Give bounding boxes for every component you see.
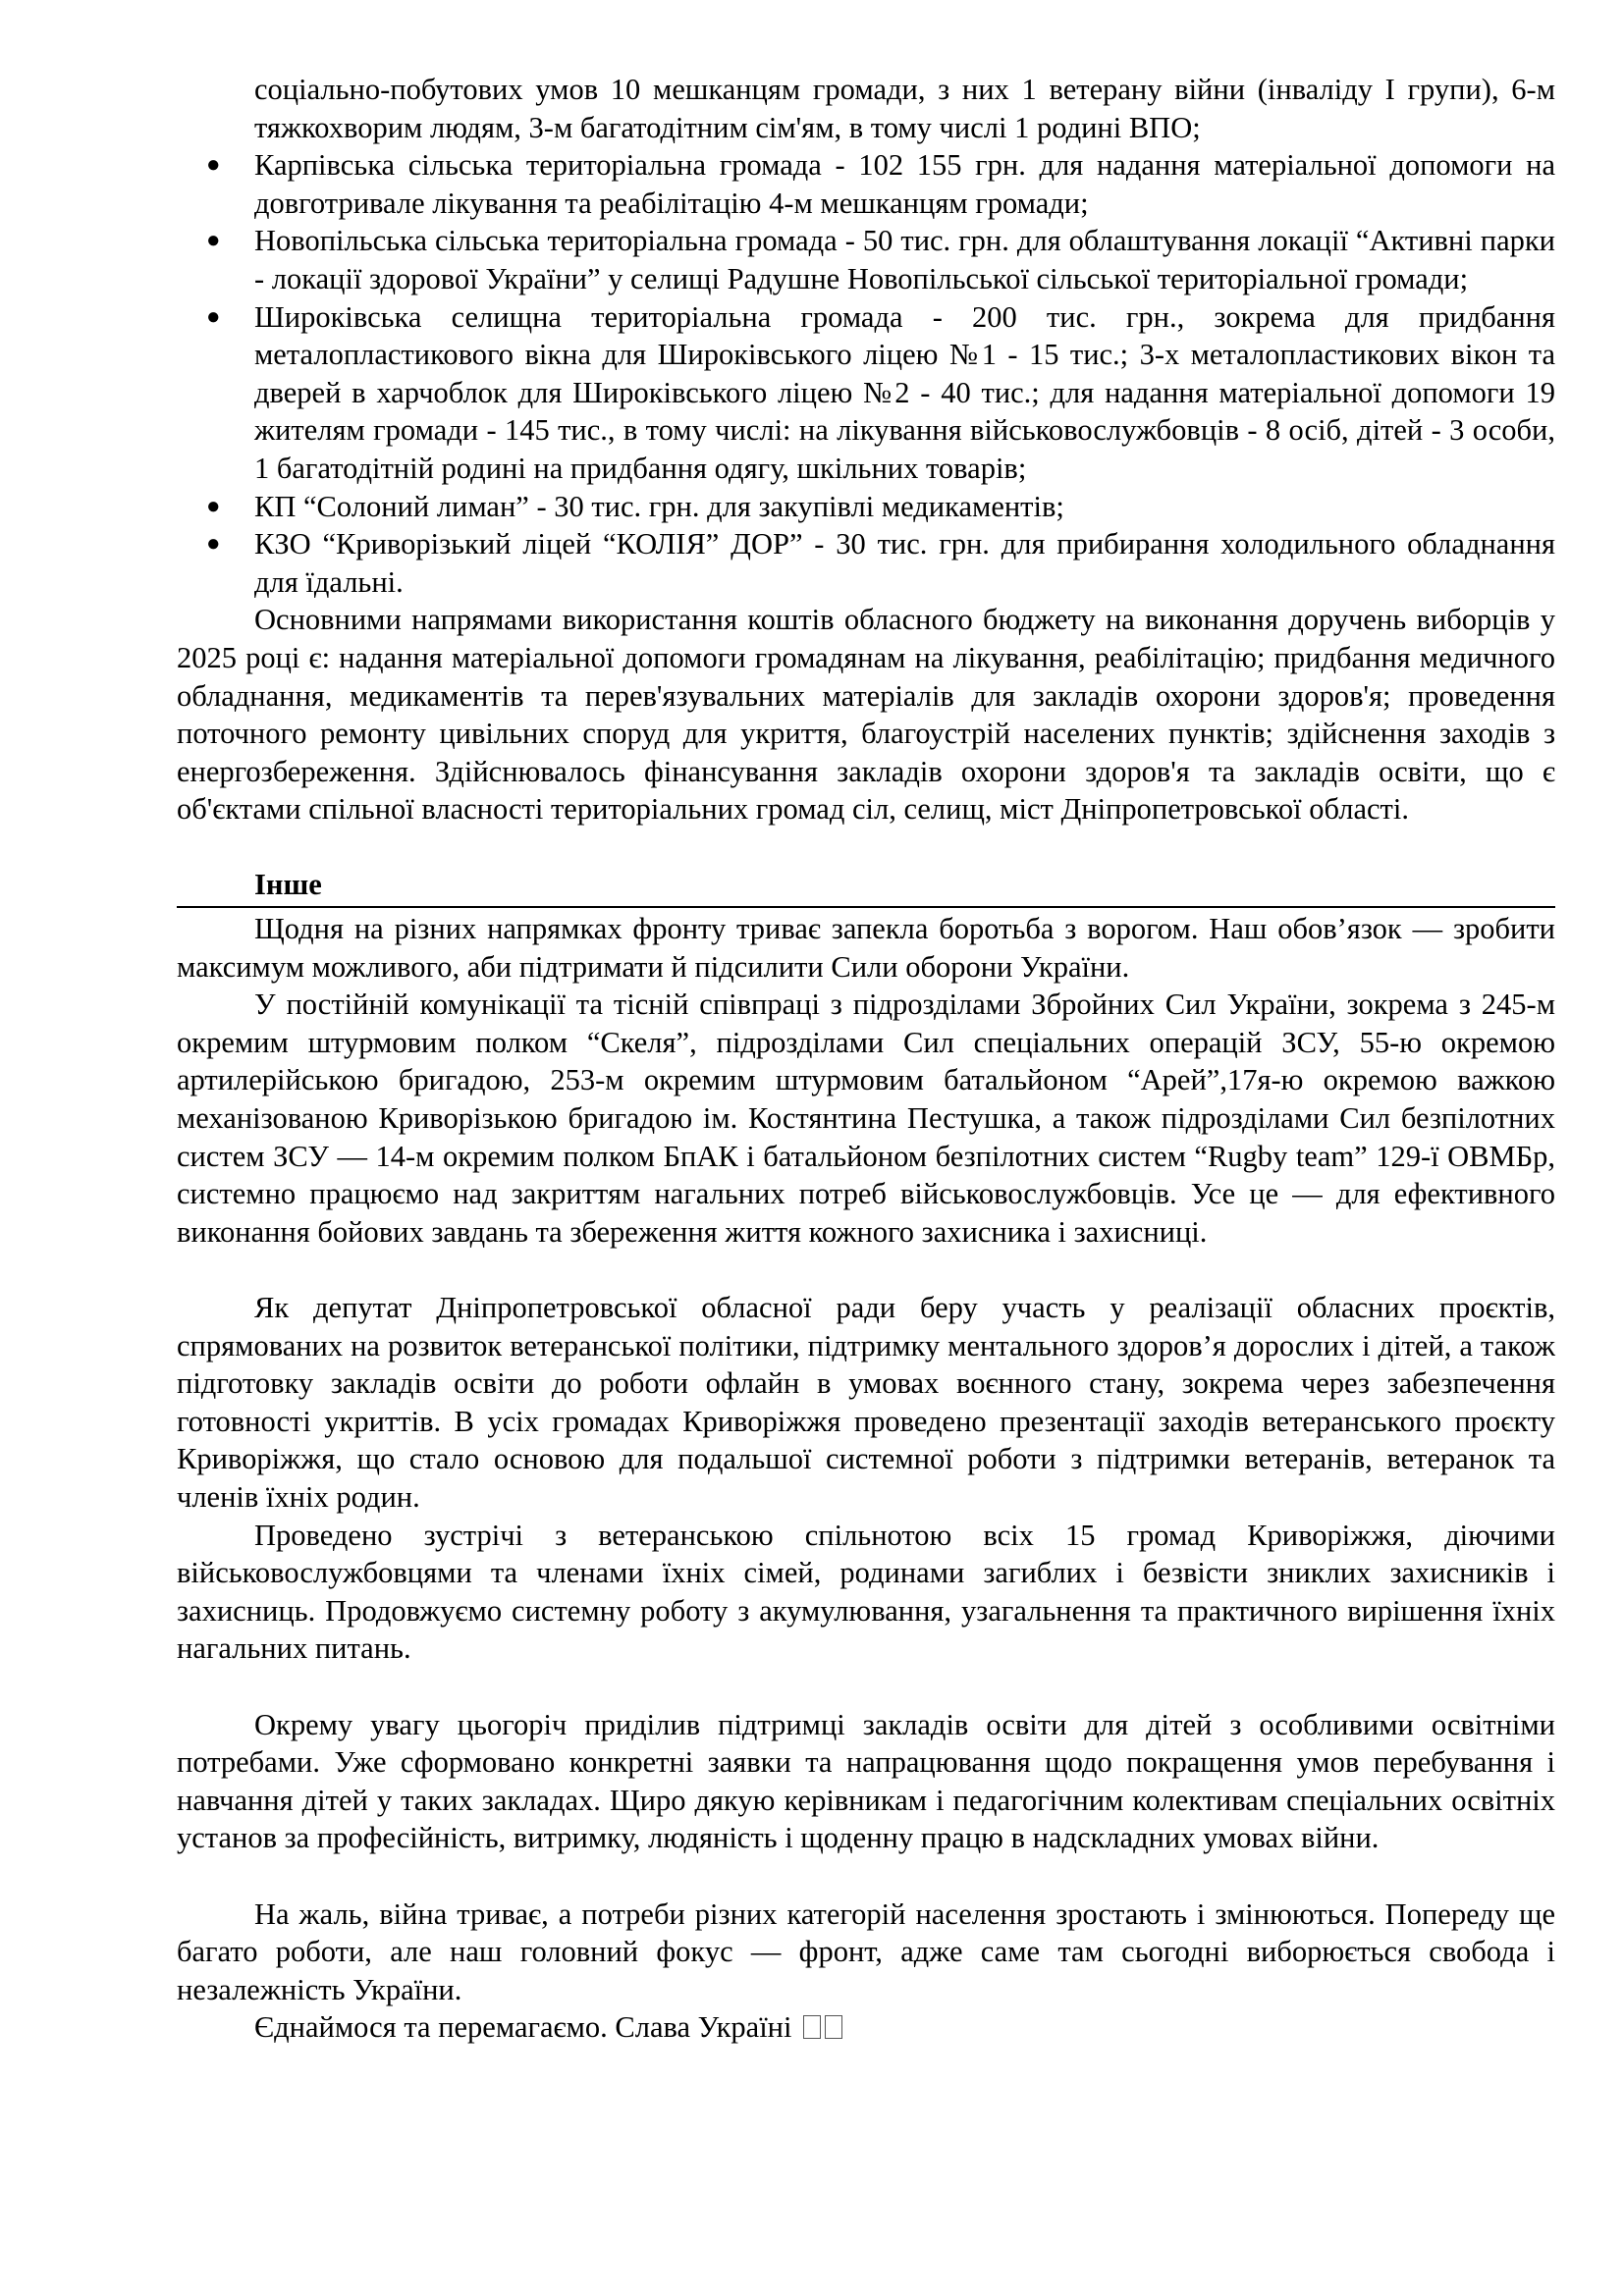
meetings-paragraph: Проведено зустрічі з ветеранською спільнотою всіх 15 громад Криворіжжя, діючими військовослужбовцями та членами їхніх сімей, родинами загиблих і безвісти зниклих захисників і захисниць. Продовжуємо системну роботу з акумулювання, узагальнення та практичного вирішення їхніх нагальних питань. [177, 1518, 1555, 1666]
document-page [177, 71, 1555, 2047]
education-paragraph: Окрему увагу цьогоріч приділив підтримці закладів освіти для дітей з особливими освітніми потребами. Уже сформовано конкретні заявки та напрацювання щодо покращення умов перебування і навчання дітей у таких закладах. Щиро дякую керівникам і педагогічним колективам спеціальних освітніх установ за професійність, витримку, людяність і щоденну працю в надскладних умовах війни. [177, 1707, 1555, 1855]
section-divider [177, 906, 1555, 908]
grant-list [177, 146, 1555, 601]
spacer [177, 1251, 1555, 1289]
list-item: ● Новопільська сільська територіальна громада - 50 тис. грн. для облаштування локації “Активні парки - локації здорової України” у селищі Радушне Новопільської сільської територіальної громади; [206, 224, 1555, 295]
budget-paragraph: Основними напрямами використання коштів обласного бюджету на виконання доручень виборців у 2025 році є: надання матеріальної допомоги громадянам на лікування, реабілітацію; придбання медичного обладнання, медикаментів та перев'язувальних матеріалів для закладів охорони здоров'я; проведення поточного ремонту цивільних споруд для укриття, благоустрій населених пунктів; здійснення заходів з енергозбереження. Здійснювалось фінансування закладів охорони здоров'я та закладів освіти, що є об'єктами спільної власності територіальних громад сіл, селищ, міст Дніпропетровської області. [177, 603, 1555, 827]
continuation-text: соціально-побутових умов 10 мешканцям громади, з них 1 ветерану війни (інваліду І групи), 6-м тяжкохворим людям, 3-м багатодітним сім'ям, в тому числі 1 родині ВПО; [254, 73, 1555, 144]
missing-glyph-icon [803, 2015, 821, 2039]
spacer [177, 1857, 1555, 1896]
units-paragraph: У постійній комунікації та тісній співпраці з підрозділами Збройних Сил України, зокрема з 245-м окремим штурмовим полком “Скеля”, підрозділами Сил спеціальних операцій ЗСУ, 55-ю окремою артилерійською бригадою, 253-м окремим штурмовим батальйоном “Арей”,17я-ю окремою важкою механізованою Криворізькою бригадою ім. Костянтина Пестушка, а також підрозділами Сил безпілотних систем ЗСУ — 14-м окремим полком БпАК і батальйоном безпілотних систем “Rugby team” 129-ї ОВМБр, системно працюємо над закриттям нагальних потреб військовослужбовців. Усе це — для ефективного виконання бойових завдань та збереження життя кожного захисника і захисниці. [177, 988, 1555, 1249]
bullet-icon: ● [206, 228, 221, 254]
spacer [177, 1668, 1555, 1706]
list-item: ● Широківська селищна територіальна громада - 200 тис. грн., зокрема для придбання металопластикового вікна для Широківського ліцею №1 - 15 тис.; 3-х металопластикових вікон та дверей в харчоблок для Широківського ліцею №2 - 40 тис.; для надання матеріальної допомоги 19 жителям громади - 145 тис., в тому числі: на лікування військовослужбовців - 8 осіб, дітей - 3 особи, 1 багатодітній родині на придбання одягу, шкільних товарів; [206, 299, 1555, 485]
list-item: ● КП “Солоний лиман” - 30 тис. грн. для закупівлі медикаментів; [177, 488, 1555, 526]
bullet-icon: ● [206, 531, 221, 558]
spacer [177, 828, 1555, 867]
list-item: ● КЗО “Криворізький ліцей “КОЛІЯ” ДОР” - 30 тис. грн. для прибирання холодильного обладнання для їдальні. [206, 527, 1555, 599]
bullet-icon: ● [206, 303, 221, 330]
closing-text: Єднаймося та перемагаємо. Слава Україні [254, 2010, 792, 2045]
list-item: ● Карпівська сільська територіальна громада - 102 155 грн. для надання матеріальної допомоги на довготривале лікування та реабілітацію 4-м мешканцям громади; [206, 148, 1555, 220]
bullet-icon: ● [206, 152, 221, 179]
war-paragraph: На жаль, війна триває, а потреби різних категорій населення зростають і змінюються. Попереду ще багато роботи, але наш головний фокус — фронт, адже саме там сьогодні виборюється свобода і незалежність України. [177, 1896, 1555, 2006]
closing-paragraph [177, 2008, 1555, 2047]
deputy-paragraph: Як депутат Дніпропетровської обласної ради беру участь у реалізації обласних проєктів, спрямованих на розвиток ветеранської політики, підтримку ментального здоров’я дорослих і дітей, а також підготовку закладів освіти до роботи офлайн в умовах воєнного стану, зокрема через забезпечення готовності укриттів. В усіх громадах Криворіжжя проведено презентації заходів ветеранського проєкту Криворіжжя, що стало основою для подальшої системної роботи з підтримки ветеранів, ветеранок та членів їхніх родин. [177, 1291, 1555, 1514]
section-heading: Інше [254, 868, 322, 902]
bullet-icon: ● [206, 493, 221, 519]
missing-glyph-icon [825, 2015, 842, 2039]
front-paragraph: Щодня на різних напрямках фронту триває запекла боротьба з ворогом. Наш обов’язок — зробити максимум можливого, аби підтримати й підсилити Сили оборони України. [177, 912, 1555, 984]
